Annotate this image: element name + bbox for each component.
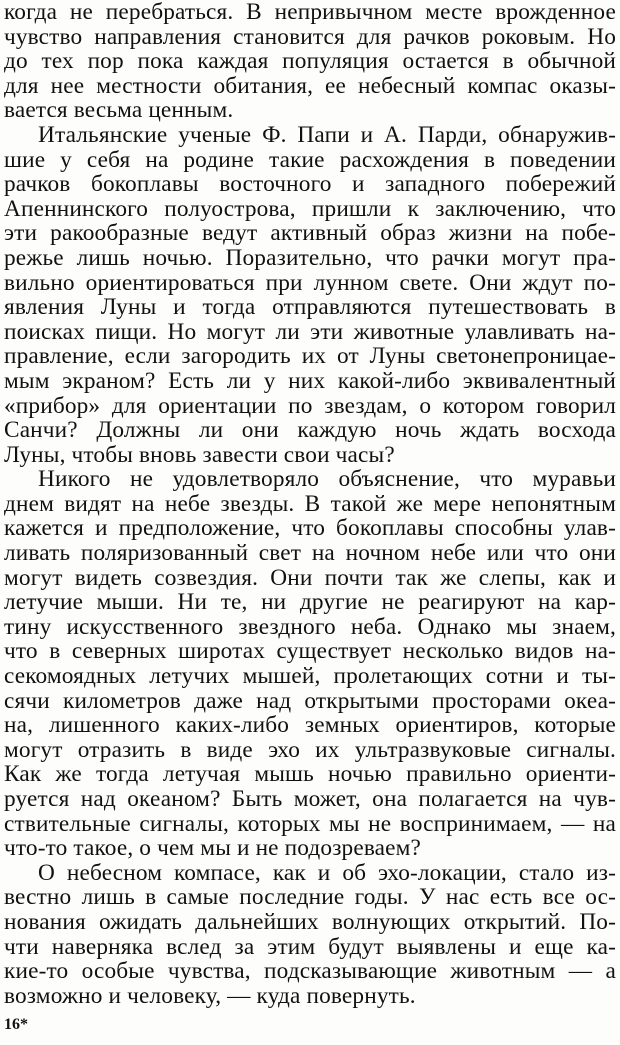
text-line: правление, если загородить их от Луны светонепроницае-: [4, 344, 616, 369]
text-line: тину искусственного звездного неба. Однако мы знаем,: [4, 614, 616, 640]
text-line: рачков бокоплавы восточного и западного побережий: [4, 172, 616, 197]
text-line: Как же тогда летучая мышь ночью правильно ориенти-: [4, 762, 616, 787]
text-line: мым экраном? Есть ли у них какой-либо эквивалентный: [4, 368, 616, 394]
text-line: чувство направления становится для рачков роковым. Но: [4, 24, 616, 50]
text-line: поисках пищи. Но могут ли эти животные улавливать на-: [4, 319, 616, 345]
paragraph: [4, 0, 616, 123]
paragraph: [4, 123, 616, 467]
text-line: днем видят на небе звезды. В такой же мере непонятным: [4, 491, 616, 517]
text-line: ливать поляризованный свет на ночном небе или что они: [4, 541, 616, 566]
text-line: могут видеть созвездия. Они почти так же слепы, как и: [4, 565, 616, 591]
text-line: кажется и предположение, что бокоплавы способны улав-: [4, 516, 616, 542]
body-text: [4, 0, 616, 1008]
text-line: Санчи? Должны ли они каждую ночь ждать восхода: [4, 418, 616, 443]
text-line: вестно лишь в самые последние годы. У нас есть все ос-: [4, 885, 616, 910]
text-line: нования ожидать дальнейших волнующих открытий. По-: [4, 909, 616, 935]
text-line: руется над океаном? Быть может, она полагается на чув-: [4, 787, 616, 812]
text-line: «прибор» для ориентации по звездам, о котором говорил: [4, 393, 616, 419]
text-line: вается весьма ценным.: [4, 98, 234, 123]
text-line: сячи километров даже над открытыми просторами океа-: [4, 688, 616, 714]
text-line: эти ракообразные ведут активный образ жизни на побе-: [4, 221, 616, 246]
text-line: Итальянские ученые Ф. Папи и А. Парди, обнаружив-: [38, 122, 616, 148]
text-line: летучие мыши. Ни те, ни другие не реагируют на кар-: [4, 590, 616, 615]
text-line: явления Луны и тогда отправляются путешествовать в: [4, 295, 616, 320]
text-line: вильно ориентироваться при лунном свете. Они ждут по-: [4, 270, 616, 296]
paragraph: [4, 467, 616, 861]
text-line: Луны, чтобы вновь завести свои часы?: [4, 442, 395, 468]
text-line: шие у себя на родине такие расхождения в поведении: [4, 147, 616, 173]
text-line: для нее местности обитания, ее небесный компас оказы-: [4, 73, 616, 99]
text-line: возможно и человеку, — куда повернуть.: [4, 983, 416, 1009]
text-line: режье лишь ночью. Поразительно, что рачки могут пра-: [4, 245, 616, 271]
text-line: что-то такое, о чем мы и не подозреваем?: [4, 836, 422, 861]
text-line: О небесном компасе, как и об эхо-локации, стало из-: [38, 860, 616, 886]
text-line: чти наверняка вслед за этим будут выявлены и еще ка-: [4, 934, 616, 960]
text-line: Апеннинского полуострова, пришли к заключению, что: [4, 196, 616, 222]
paragraph: [4, 861, 616, 1009]
text-line: когда не перебраться. В непривычном месте врожденное: [4, 0, 616, 25]
text-line: на, лишенного каких-либо земных ориентиров, которые: [4, 713, 616, 738]
text-line: до тех пор пока каждая популяция остается в обычной: [4, 49, 616, 74]
text-line: кие-то особые чувства, подсказывающие животным — а: [4, 959, 616, 984]
text-line: что в северных широтах существует несколько видов на-: [4, 639, 616, 665]
text-line: могут отразить в виде эхо их ультразвуковые сигналы.: [4, 737, 616, 763]
text-line: Никого не удовлетворяло объяснение, что муравьи: [38, 467, 616, 492]
text-line: ствительные сигналы, которых мы не воспринимаем, — на: [4, 811, 616, 837]
page-number: 16*: [4, 1016, 28, 1033]
text-line: секомоядных летучих мышей, пролетающих сотни и ты-: [4, 664, 616, 689]
